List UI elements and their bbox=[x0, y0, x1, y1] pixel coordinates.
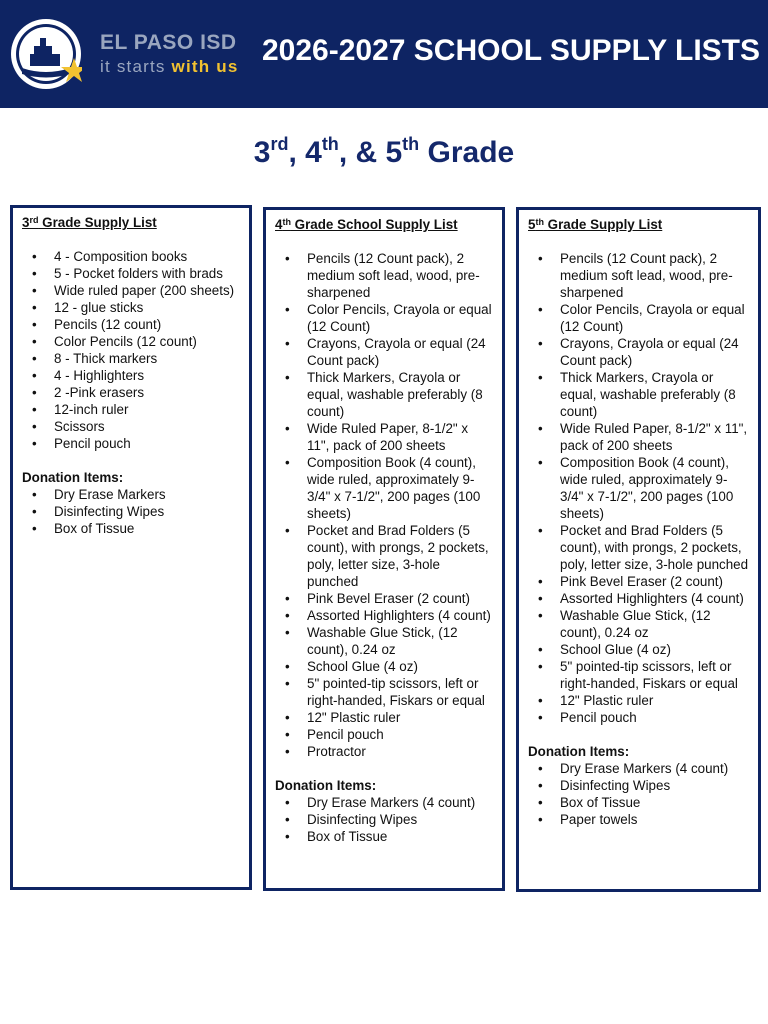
grade-4-supply-list bbox=[275, 250, 493, 760]
list-item: • Pocket and Brad Folders (5 count), with prongs, 2 pockets, poly, letter size, 3-hole punched bbox=[528, 522, 749, 573]
title-grade-5: 5 bbox=[385, 136, 403, 169]
grade-5-donation-title: Donation Items: bbox=[528, 744, 630, 759]
list-item: • 12" Plastic ruler bbox=[528, 692, 749, 709]
brand-name: EL PASO ISD bbox=[100, 31, 237, 54]
brand-tagline bbox=[100, 57, 238, 77]
list-item: • Dry Erase Markers (4 count) bbox=[528, 760, 749, 777]
title-separator-2: , & bbox=[338, 136, 386, 169]
header-banner bbox=[0, 0, 768, 108]
list-item: • Pencils (12 Count pack), 2 medium soft lead, wood, pre-sharpened bbox=[528, 250, 749, 301]
list-item: • Thick Markers, Crayola or equal, washable preferably (8 count) bbox=[528, 369, 749, 420]
list-item: • Washable Glue Stick, (12 count), 0.24 oz bbox=[275, 624, 493, 658]
title-grade-3: 3 bbox=[253, 136, 271, 169]
title-grade-3-suffix: rd bbox=[270, 134, 289, 154]
list-item: • 8 - Thick markers bbox=[22, 350, 240, 367]
list-item: • Pink Bevel Eraser (2 count) bbox=[528, 573, 749, 590]
grade-4-panel-title bbox=[275, 216, 493, 233]
grade-3-title-suffix: rd bbox=[29, 215, 39, 225]
header-title: 2026-2027 SCHOOL SUPPLY LISTS bbox=[262, 34, 761, 67]
grade-4-donation-title: Donation Items: bbox=[275, 778, 377, 793]
list-item: • Dry Erase Markers (4 count) bbox=[275, 794, 493, 811]
grade-3-donation-title: Donation Items: bbox=[22, 470, 124, 485]
grade-5-title-number: 5 bbox=[528, 217, 536, 232]
grade-3-donation-list bbox=[22, 486, 240, 537]
grade-3-panel-title bbox=[22, 214, 240, 231]
list-item: • Wide Ruled Paper, 8-1/2" x 11", pack of 200 sheets bbox=[528, 420, 749, 454]
list-item: • 12" Plastic ruler bbox=[275, 709, 493, 726]
list-item: • Dry Erase Markers bbox=[22, 486, 240, 503]
list-item: • Assorted Highlighters (4 count) bbox=[275, 607, 493, 624]
grade-5-supply-list bbox=[528, 250, 749, 726]
list-item: • Pencils (12 count) bbox=[22, 316, 240, 333]
list-item: • Paper towels bbox=[528, 811, 749, 828]
list-item: • Color Pencils, Crayola or equal (12 Count) bbox=[275, 301, 493, 335]
title-tail: Grade bbox=[419, 136, 515, 169]
list-item: • Pencil pouch bbox=[275, 726, 493, 743]
list-item: • Disinfecting Wipes bbox=[275, 811, 493, 828]
list-item: • 12-inch ruler bbox=[22, 401, 240, 418]
list-item: • Disinfecting Wipes bbox=[528, 777, 749, 794]
list-item: • Color Pencils (12 count) bbox=[22, 333, 240, 350]
grade-4-title-number: 4 bbox=[275, 217, 283, 232]
grade-5-title-suffix: th bbox=[535, 217, 544, 227]
list-item: • 4 - Composition books bbox=[22, 248, 240, 265]
list-item: • 5 - Pocket folders with brads bbox=[22, 265, 240, 282]
page-title bbox=[0, 136, 768, 170]
list-item: • Washable Glue Stick, (12 count), 0.24 oz bbox=[528, 607, 749, 641]
list-item: • Pink Bevel Eraser (2 count) bbox=[275, 590, 493, 607]
grade-4-title-text: Grade School Supply List bbox=[290, 217, 458, 232]
grade-3-title-number: 3 bbox=[22, 215, 30, 230]
list-item: • Pencil pouch bbox=[528, 709, 749, 726]
list-item: • Pocket and Brad Folders (5 count), with prongs, 2 pockets, poly, letter size, 3-hole punched bbox=[275, 522, 493, 590]
list-item: • Box of Tissue bbox=[22, 520, 240, 537]
grade-4-title-suffix: th bbox=[282, 217, 291, 227]
tagline-part-1: it starts bbox=[100, 57, 172, 76]
grade-3-title-text: Grade Supply List bbox=[38, 215, 157, 230]
list-item: • Thick Markers, Crayola or equal, washable preferably (8 count) bbox=[275, 369, 493, 420]
grade-4-donation-list bbox=[275, 794, 493, 845]
list-item: • 2 -Pink erasers bbox=[22, 384, 240, 401]
list-item: • Composition Book (4 count), wide ruled, approximately 9-3/4" x 7-1/2", 200 pages (100 sheets) bbox=[528, 454, 749, 522]
grade-4-supply-panel bbox=[263, 207, 505, 891]
title-separator-1: , bbox=[288, 136, 306, 169]
list-item: • Scissors bbox=[22, 418, 240, 435]
list-item: • Pencils (12 Count pack), 2 medium soft lead, wood, pre-sharpened bbox=[275, 250, 493, 301]
grade-5-panel-title bbox=[528, 216, 749, 233]
list-item: • Box of Tissue bbox=[528, 794, 749, 811]
list-item: • Composition Book (4 count), wide ruled, approximately 9-3/4" x 7-1/2", 200 pages (100 sheets) bbox=[275, 454, 493, 522]
grade-3-supply-list bbox=[22, 248, 240, 452]
list-item: • Crayons, Crayola or equal (24 Count pack) bbox=[528, 335, 749, 369]
list-item: • Color Pencils, Crayola or equal (12 Count) bbox=[528, 301, 749, 335]
grade-3-supply-panel bbox=[10, 205, 252, 890]
list-item: • Crayons, Crayola or equal (24 Count pack) bbox=[275, 335, 493, 369]
list-item: • 12 - glue sticks bbox=[22, 299, 240, 316]
title-grade-5-suffix: th bbox=[402, 134, 420, 154]
list-item: • Assorted Highlighters (4 count) bbox=[528, 590, 749, 607]
list-item: • Protractor bbox=[275, 743, 493, 760]
grade-5-supply-panel bbox=[516, 207, 761, 892]
list-item: • 5" pointed-tip scissors, left or right-handed, Fiskars or equal bbox=[275, 675, 493, 709]
grade-5-donation-list bbox=[528, 760, 749, 828]
list-item: • School Glue (4 oz) bbox=[275, 658, 493, 675]
list-item: • Wide ruled paper (200 sheets) bbox=[22, 282, 240, 299]
district-logo-icon bbox=[10, 18, 82, 90]
tagline-part-2: with us bbox=[171, 57, 239, 76]
grade-5-title-text: Grade Supply List bbox=[543, 217, 663, 232]
title-grade-4-suffix: th bbox=[321, 134, 339, 154]
list-item: • Disinfecting Wipes bbox=[22, 503, 240, 520]
list-item: • 4 - Highlighters bbox=[22, 367, 240, 384]
title-grade-4: 4 bbox=[305, 136, 322, 169]
list-item: • Pencil pouch bbox=[22, 435, 240, 452]
list-item: • Box of Tissue bbox=[275, 828, 493, 845]
list-item: • 5" pointed-tip scissors, left or right-handed, Fiskars or equal bbox=[528, 658, 749, 692]
list-item: • School Glue (4 oz) bbox=[528, 641, 749, 658]
list-item: • Wide Ruled Paper, 8-1/2" x 11", pack of 200 sheets bbox=[275, 420, 493, 454]
